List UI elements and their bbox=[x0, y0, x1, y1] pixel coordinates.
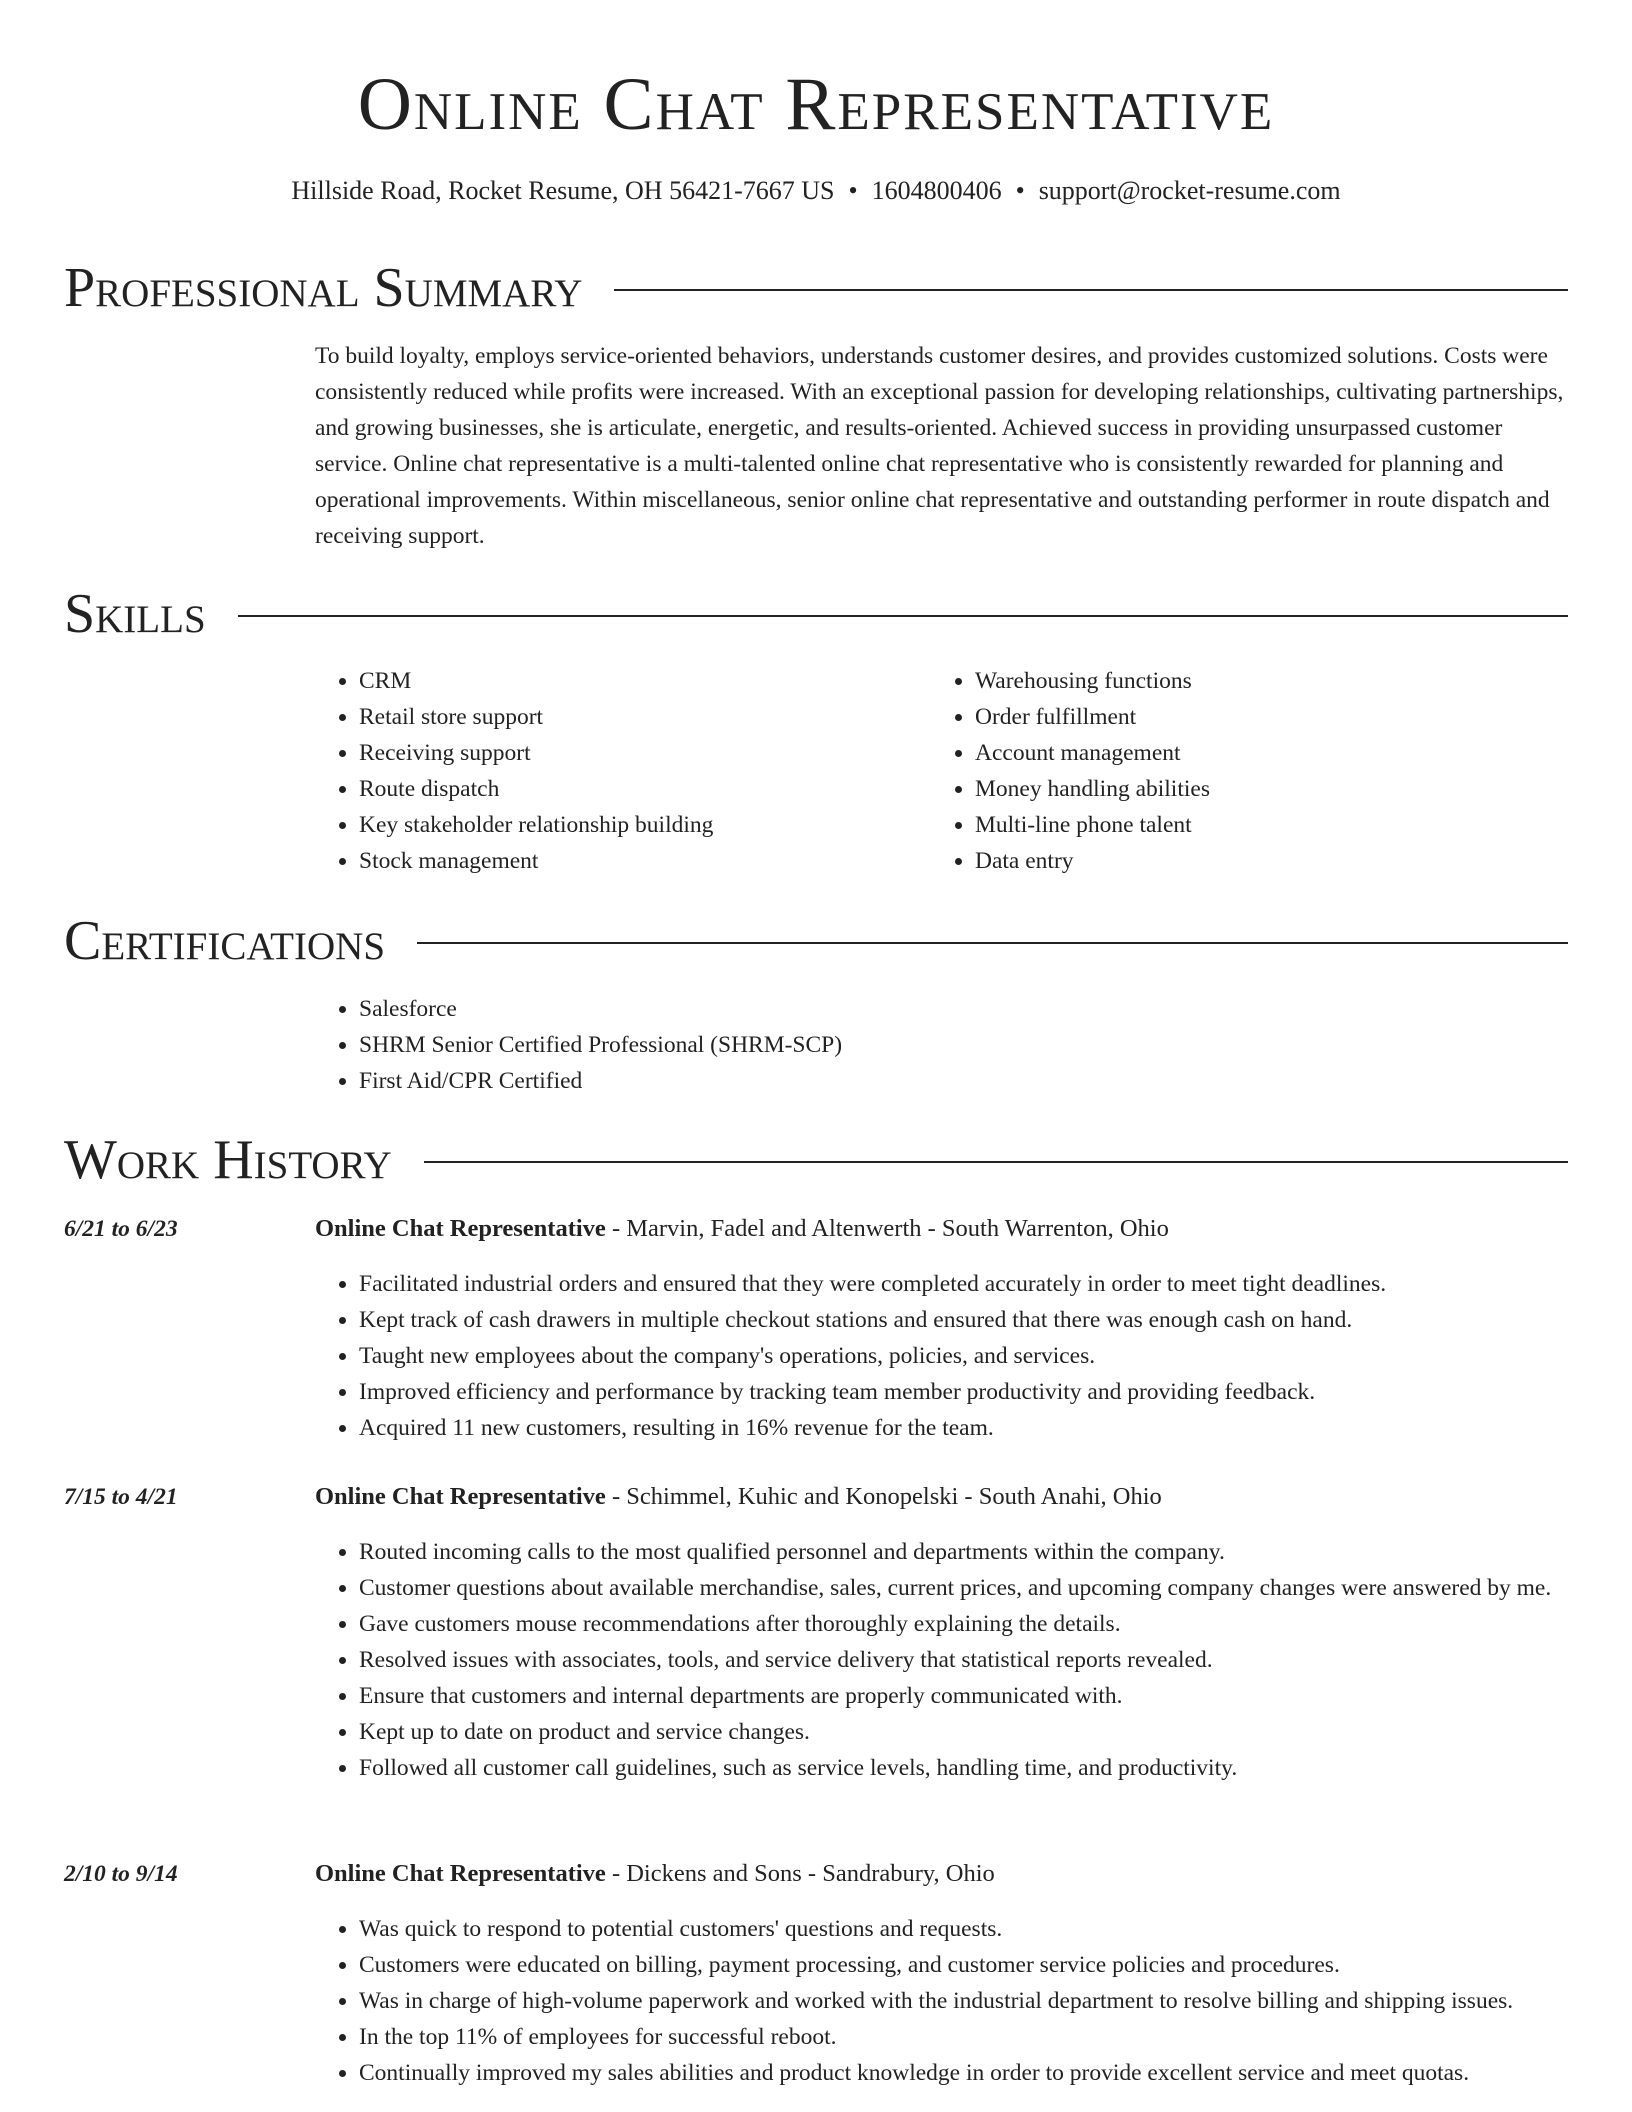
section-title: Professional Summary bbox=[64, 257, 583, 319]
skill-item: • Receiving support bbox=[359, 735, 875, 771]
certifications-list bbox=[315, 991, 1570, 1099]
job-bullet: • Taught new employees about the company's operations, policies, and services. bbox=[359, 1338, 1570, 1374]
job-bullet: • Continually improved my sales abilities and product knowledge in order to provide excellent service and meet quotas. bbox=[359, 2055, 1570, 2091]
job-employer: - Schimmel, Kuhic and Konopelski - South Anahi, Ohio bbox=[605, 1483, 1162, 1510]
skill-item: • Data entry bbox=[975, 843, 1491, 879]
contact-line bbox=[0, 174, 1632, 208]
job-bullet: • Was quick to respond to potential customers' questions and requests. bbox=[359, 1911, 1570, 1947]
skills-list-right bbox=[931, 663, 1491, 879]
job-role: Online Chat Representative bbox=[315, 1860, 606, 1887]
summary-text: To build loyalty, employs service-oriented behaviors, understands customer desires, and provides customized solutions. Costs were consistently reduced while profits were increased. With an exceptional passion for developing relationships, cultivating partnerships, and growing businesses, she is articulate, energetic, and results-oriented. Achieved success in providing unsurpassed customer service. Online chat representative is a multi-talented online chat representative who is consistently rewarded for planning and operational improvements. Within miscellaneous, senior online chat representative and outstanding performer in route dispatch and receiving support. bbox=[315, 343, 1564, 549]
job-heading bbox=[315, 1479, 1570, 1515]
contact-separator: • bbox=[848, 176, 858, 205]
skill-item: • Warehousing functions bbox=[975, 663, 1491, 699]
certification-item: • SHRM Senior Certified Professional (SHRM-SCP) bbox=[359, 1027, 1570, 1063]
job-employer: - Marvin, Fadel and Altenwerth - South Warrenton, Ohio bbox=[605, 1215, 1169, 1242]
section-title: Skills bbox=[64, 583, 206, 645]
section-divider bbox=[417, 942, 1568, 944]
skill-item: • Stock management bbox=[359, 843, 875, 879]
section-title: Certifications bbox=[64, 910, 386, 972]
job-bullet: • Kept track of cash drawers in multiple checkout stations and ensured that there was enough cash on hand. bbox=[359, 1302, 1570, 1338]
job-bullet: • Acquired 11 new customers, resulting in 16% revenue for the team. bbox=[359, 1410, 1570, 1446]
candidate-name: Online Chat Representative bbox=[357, 63, 1275, 146]
skill-item: • Order fulfillment bbox=[975, 699, 1491, 735]
job-bullet: • Followed all customer call guidelines, such as service levels, handling time, and productivity. bbox=[359, 1750, 1570, 1786]
job-bullet: • Resolved issues with associates, tools, and service delivery that statistical reports revealed. bbox=[359, 1642, 1570, 1678]
skill-item: • Multi-line phone talent bbox=[975, 807, 1491, 843]
certification-item: • Salesforce bbox=[359, 991, 1570, 1027]
job-heading bbox=[315, 1856, 1570, 1892]
job-bullet-list bbox=[315, 1911, 1570, 2091]
job-dates: 7/15 to 4/21 bbox=[64, 1484, 178, 1510]
job-bullet: • Customer questions about available merchandise, sales, current prices, and upcoming company changes were answered by me. bbox=[359, 1570, 1570, 1606]
job-bullet: • Facilitated industrial orders and ensured that they were completed accurately in order to meet tight deadlines. bbox=[359, 1266, 1570, 1302]
job-role: Online Chat Representative bbox=[315, 1215, 606, 1242]
job-dates: 6/21 to 6/23 bbox=[64, 1216, 178, 1242]
job-bullet: • Routed incoming calls to the most qualified personnel and departments within the company. bbox=[359, 1534, 1570, 1570]
work-section-heading bbox=[64, 1128, 1568, 1192]
section-divider bbox=[424, 1161, 1568, 1163]
job-bullet: • Kept up to date on product and service changes. bbox=[359, 1714, 1570, 1750]
job-bullet: • Was in charge of high-volume paperwork and worked with the industrial department to resolve billing and shipping issues. bbox=[359, 1983, 1570, 2019]
contact-phone: 1604800406 bbox=[871, 176, 1002, 205]
skill-item: • Account management bbox=[975, 735, 1491, 771]
job-employer: - Dickens and Sons - Sandrabury, Ohio bbox=[605, 1860, 995, 1887]
skill-item: • CRM bbox=[359, 663, 875, 699]
certifications-section-heading bbox=[64, 909, 1568, 973]
job-role: Online Chat Representative bbox=[315, 1483, 606, 1510]
skill-item: • Route dispatch bbox=[359, 771, 875, 807]
contact-email: support@rocket-resume.com bbox=[1038, 176, 1341, 205]
job-bullet: • In the top 11% of employees for successful reboot. bbox=[359, 2019, 1570, 2055]
job-dates: 2/10 to 9/14 bbox=[64, 1861, 178, 1887]
skill-item: • Retail store support bbox=[359, 699, 875, 735]
job-bullet: • Gave customers mouse recommendations after thoroughly explaining the details. bbox=[359, 1606, 1570, 1642]
summary-section-heading bbox=[64, 256, 1568, 320]
job-heading bbox=[315, 1211, 1570, 1247]
contact-separator: • bbox=[1015, 176, 1025, 205]
section-divider bbox=[614, 289, 1568, 291]
skill-item: • Key stakeholder relationship building bbox=[359, 807, 875, 843]
job-bullet: • Ensure that customers and internal departments are properly communicated with. bbox=[359, 1678, 1570, 1714]
contact-address: Hillside Road, Rocket Resume, OH 56421-7667 US bbox=[291, 176, 835, 205]
job-bullet-list bbox=[315, 1534, 1570, 1786]
certification-item: • First Aid/CPR Certified bbox=[359, 1063, 1570, 1099]
skills-section-heading bbox=[64, 582, 1568, 646]
skill-item: • Money handling abilities bbox=[975, 771, 1491, 807]
skills-list-left bbox=[315, 663, 875, 879]
job-bullet-list bbox=[315, 1266, 1570, 1446]
section-divider bbox=[238, 615, 1568, 617]
job-bullet: • Improved efficiency and performance by tracking team member productivity and providing feedback. bbox=[359, 1374, 1570, 1410]
job-bullet: • Customers were educated on billing, payment processing, and customer service policies and procedures. bbox=[359, 1947, 1570, 1983]
section-title: Work History bbox=[64, 1129, 392, 1191]
